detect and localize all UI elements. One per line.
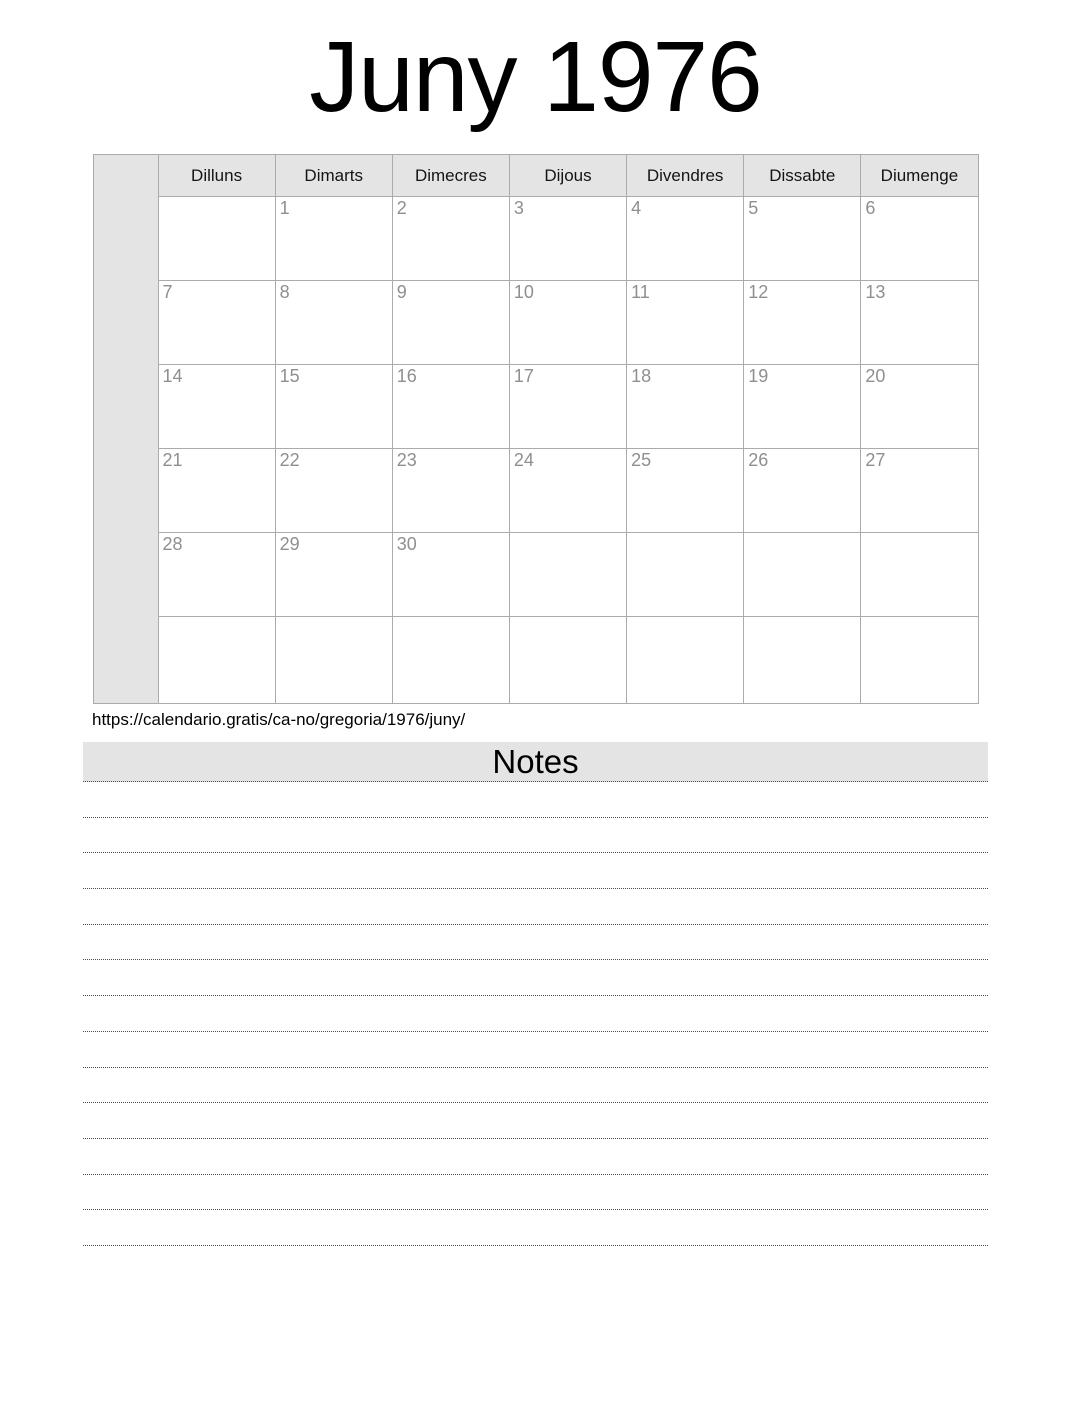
day-cell: 3 (509, 197, 626, 281)
notes-section (83, 742, 988, 1246)
note-line (83, 1103, 988, 1139)
day-cell (392, 617, 509, 704)
day-cell: 16 (392, 365, 509, 449)
day-cell (627, 533, 744, 617)
weekday-header-dimecres: Dimecres (392, 155, 509, 197)
weekday-header-dimarts: Dimarts (275, 155, 392, 197)
weekday-header-divendres: Divendres (627, 155, 744, 197)
day-cell: 13 (861, 281, 978, 365)
day-cell: 11 (627, 281, 744, 365)
day-cell: 18 (627, 365, 744, 449)
day-cell: 9 (392, 281, 509, 365)
day-cell: 12 (744, 281, 861, 365)
notes-title: Notes (492, 742, 579, 780)
day-cell: 8 (275, 281, 392, 365)
day-cell: 14 (158, 365, 275, 449)
day-cell: 22 (275, 449, 392, 533)
note-line (83, 1032, 988, 1068)
day-cell (509, 533, 626, 617)
calendar-week-row-6 (93, 617, 978, 704)
day-cell: 21 (158, 449, 275, 533)
day-cell: 27 (861, 449, 978, 533)
note-line (83, 925, 988, 961)
day-cell: 26 (744, 449, 861, 533)
note-line (83, 818, 988, 854)
weekday-header-dilluns: Dilluns (158, 155, 275, 197)
day-cell: 2 (392, 197, 509, 281)
day-cell (158, 197, 275, 281)
note-line (83, 889, 988, 925)
day-cell: 1 (275, 197, 392, 281)
note-line (83, 782, 988, 818)
day-cell (744, 617, 861, 704)
day-cell: 23 (392, 449, 509, 533)
week-number-column (93, 155, 158, 704)
calendar-week-row-4 (93, 449, 978, 533)
day-cell: 4 (627, 197, 744, 281)
note-line (83, 1139, 988, 1175)
day-cell (158, 617, 275, 704)
calendar-table (93, 154, 979, 704)
calendar-week-row-5 (93, 533, 978, 617)
source-url: https://calendario.gratis/ca-no/gregoria/1976/juny/ (92, 710, 466, 729)
day-cell (861, 533, 978, 617)
day-cell: 29 (275, 533, 392, 617)
calendar-week-row-3 (93, 365, 978, 449)
note-line (83, 1175, 988, 1211)
note-line (83, 960, 988, 996)
day-cell (861, 617, 978, 704)
day-cell: 25 (627, 449, 744, 533)
calendar-week-row-1 (93, 197, 978, 281)
note-line (83, 853, 988, 889)
weekday-header-dijous: Dijous (509, 155, 626, 197)
calendar-week-row-2 (93, 281, 978, 365)
day-cell: 10 (509, 281, 626, 365)
calendar-header-row (93, 155, 978, 197)
note-line (83, 1210, 988, 1246)
day-cell: 30 (392, 533, 509, 617)
day-cell: 7 (158, 281, 275, 365)
day-cell: 20 (861, 365, 978, 449)
day-cell: 5 (744, 197, 861, 281)
day-cell: 19 (744, 365, 861, 449)
page-title: Juny 1976 (309, 21, 762, 133)
note-line (83, 996, 988, 1032)
day-cell: 17 (509, 365, 626, 449)
day-cell: 24 (509, 449, 626, 533)
note-line (83, 1068, 988, 1104)
day-cell: 28 (158, 533, 275, 617)
weekday-header-diumenge: Diumenge (861, 155, 978, 197)
day-cell (744, 533, 861, 617)
day-cell (275, 617, 392, 704)
day-cell: 15 (275, 365, 392, 449)
notes-header (83, 742, 988, 782)
day-cell (627, 617, 744, 704)
day-cell (509, 617, 626, 704)
weekday-header-dissabte: Dissabte (744, 155, 861, 197)
day-cell: 6 (861, 197, 978, 281)
notes-lines (83, 782, 988, 1246)
